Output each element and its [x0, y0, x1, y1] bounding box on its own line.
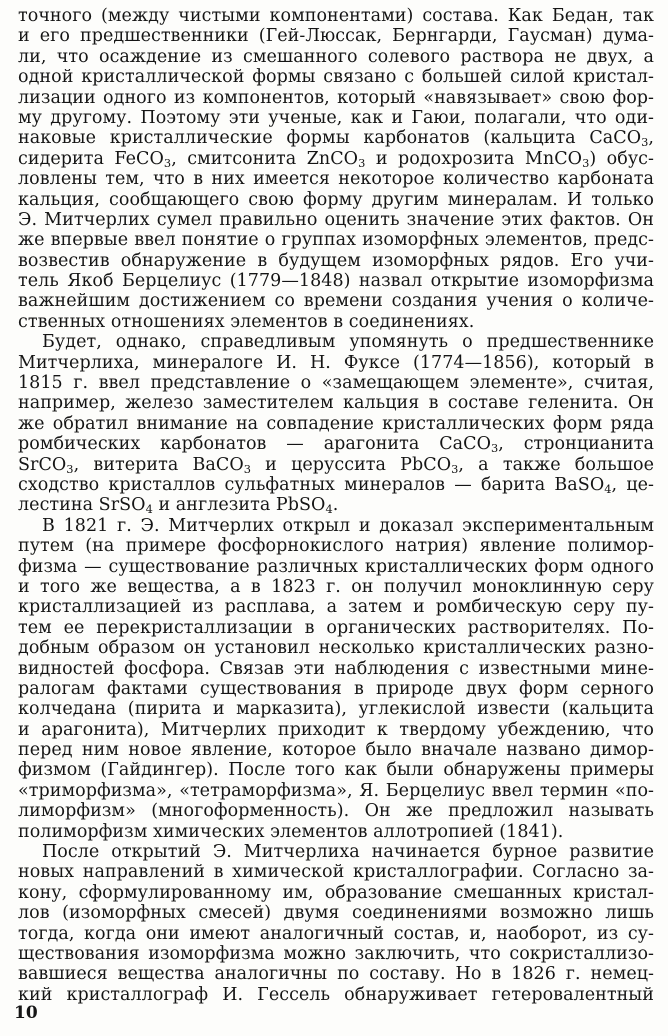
text-line: наковые кристаллические формы карбонатов (кальцита CaCO$_3$, — [18, 128, 654, 150]
text-line: тем ее перекристаллизации в органических растворителях. По- — [18, 617, 654, 638]
text-line: кристаллизацией из расплава, а затем и ромбическую серу пу- — [18, 597, 654, 618]
text-line: сходство кристаллов сульфатных минералов — барита BaSO$_4$, це- — [18, 474, 654, 496]
paragraph-1 — [18, 6, 654, 332]
page-number: 10 — [14, 1003, 38, 1023]
text-line: же обратил внимание на совпадение кристаллических форм ряда — [18, 413, 654, 434]
text-line: лиморфизм» (многоформенность). Он же предложил называть — [18, 801, 654, 822]
text-line: и арагонита), Митчерлих приходит к твердому убеждению, что — [18, 719, 654, 740]
text-line: колчедана (пирита и марказита), углекислой извести (кальцита — [18, 699, 654, 720]
paragraph-3 — [18, 516, 654, 842]
text-line: добным образом он установил несколько кристаллических разно- — [18, 638, 654, 659]
text-line: перед ним новое явление, которое было вначале названо димор- — [18, 740, 654, 761]
text-line: ществования изоморфизма можно заключить, что сокристаллизо- — [18, 943, 654, 964]
paragraph-4 — [18, 842, 654, 1005]
text-line: SrCO$_3$, витерита BaCO$_3$ и церуссита PbCO$_3$, а также большое — [18, 454, 655, 476]
text-line: «триморфизма», «тетраморфизма», Я. Берцелиус ввел термин «по- — [18, 780, 654, 801]
text-line: например, железо заместителем кальция в составе геленита. Он — [18, 393, 654, 414]
text-line: кий кристаллограф И. Гессель обнаруживает гетеровалентный — [18, 984, 654, 1005]
text-line: 1815 г. ввел представление о «замещающем элементе», считая, — [18, 373, 654, 394]
text-line: важнейшим достижением со времени создания учения о количе- — [18, 291, 654, 312]
text-line: путем (на примере фосфорнокислого натрия) явление полимор- — [18, 536, 654, 557]
text-line: ромбических карбонатов — арагонита CaCO$_3$, стронцианита — [18, 434, 654, 456]
text-line: ралогам фактами существования в природе двух форм серного — [18, 678, 654, 699]
text-line: тель Якоб Берцелиус (1779—1848) назвал открытие изоморфизма — [18, 271, 654, 292]
text-line: После открытий Э. Митчерлиха начинается бурное развитие — [42, 842, 654, 863]
paragraph-2 — [18, 332, 654, 516]
text-line: и его предшественники (Гей-Люссак, Бернгарди, Гаусман) дума- — [18, 26, 654, 47]
text-line: Э. Митчерлих сумел правильно оценить значение этих фактов. Он — [18, 209, 654, 230]
text-line: сидерита FeCO$_3$, смитсонита ZnCO$_3$ и родохрозита MnCO$_3$) обус- — [18, 148, 654, 170]
text-line: точного (между чистыми компонентами) состава. Как Бедан, так — [18, 6, 654, 26]
text-line: же впервые ввел понятие о группах изоморфных элементов, предс- — [18, 230, 654, 251]
text-line: лизации одного из компонентов, который «навязывает» свою фор- — [18, 87, 654, 108]
text-line: видностей фосфора. Связав эти наблюдения с известными мине- — [18, 658, 654, 679]
text-line: одной кристаллической формы связано с большей силой кристал- — [18, 67, 654, 88]
text-line: и того же вещества, а в 1823 г. он получил моноклинную серу — [18, 576, 654, 597]
text-line: возвестив обнаружение в будущем изоморфных рядов. Его учи- — [18, 250, 654, 271]
text-line: лестина SrSO$_4$ и англезита PbSO$_4$. — [18, 495, 339, 517]
text-line: новых направлений в химической кристаллографии. Согласно за- — [18, 862, 654, 883]
body-text — [18, 6, 654, 1005]
text-line: ли, что осаждение из смешанного солевого раствора не двух, а — [18, 46, 654, 67]
text-line: вавшиеся вещества аналогичны по составу. Но в 1826 г. немец- — [18, 964, 654, 985]
text-line: му другому. Поэтому эти ученые, как и Гаюи, полагали, что оди- — [18, 107, 654, 128]
text-line: лов (изоморфных смесей) двумя соединениями возможно лишь — [18, 903, 654, 924]
text-line: полиморфизм химических элементов аллотропией (1841). — [18, 821, 564, 842]
text-line: физма — существование различных кристаллических форм одного — [18, 556, 654, 577]
text-line: тогда, когда они имеют аналогичный состав, и, наоборот, из су- — [18, 923, 654, 944]
text-line: В 1821 г. Э. Митчерлих открыл и доказал экспериментальным — [42, 515, 654, 536]
text-line: кальция, сообщающего свою форму другим минералам. И только — [18, 189, 654, 210]
text-line: кону, сформулированному им, образование смешанных кристал- — [18, 882, 654, 903]
text-line: Будет, однако, справедливым упомянуть о предшественнике — [42, 332, 654, 353]
text-line: Митчерлиха, минералоге И. Н. Фуксе (1774—1856), который в — [18, 352, 654, 373]
text-line: ственных отношениях элементов в соединениях. — [18, 311, 475, 332]
text-line: ловлены тем, что в них имеется некоторое количество карбоната — [18, 169, 654, 190]
text-line: физмом (Гайдингер). После того как были обнаружены примеры — [18, 760, 654, 781]
